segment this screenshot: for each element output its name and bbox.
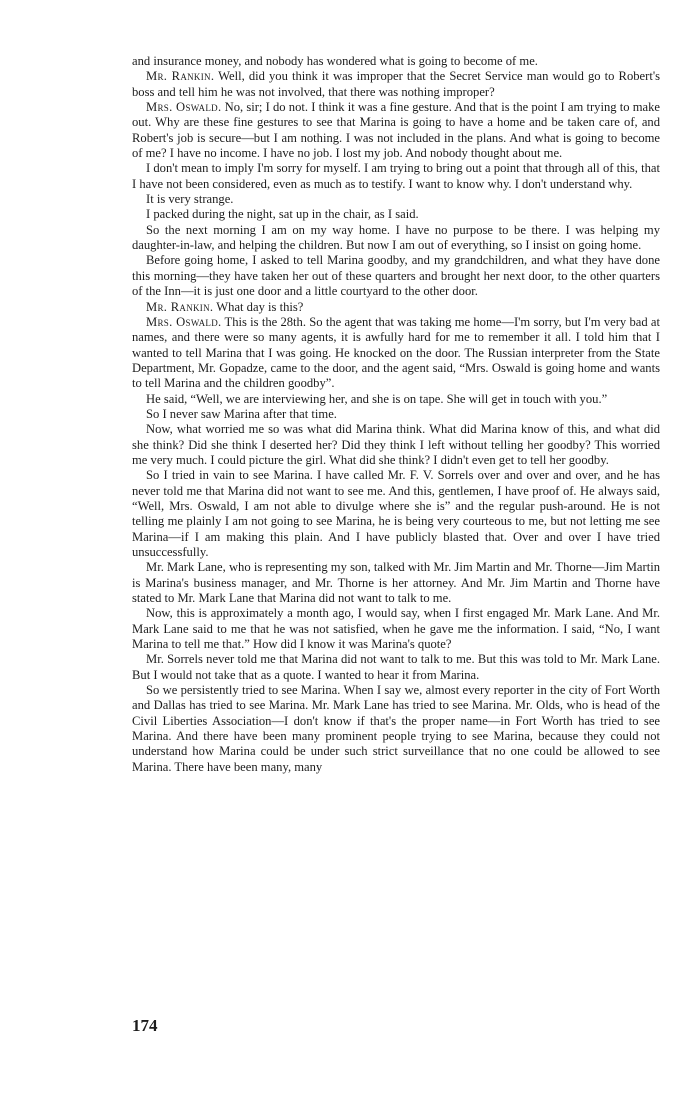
paragraph: Mrs. Oswald. No, sir; I do not. I think it was a fine gesture. And that is the point I am trying to make out. Why are these fine gestures to see that Marina is going to have a home and be taken care of, and Robert's job is secure—but I am nothing. I was not included in the plans. And what is going to become of me? I have no income. I have no job. I lost my job. And nobody thought about me. — [132, 100, 660, 161]
paragraph: So we persistently tried to see Marina. When I say we, almost every reporter in the city of Fort Worth and Dallas has tried to see Marina. Mr. Mark Lane has tried to see Marina. Mr. Olds, who is head of the Civil Liberties Association—I don't know if that's the proper name—in Fort Worth has tried to see Marina. And there have been many prominent people trying to see Marina, because they could not understand how Marina could be under such strict surveillance that no one could be allowed to see Marina. There have been many, many — [132, 683, 660, 774]
paragraph: I packed during the night, sat up in the chair, as I said. — [146, 207, 419, 222]
paragraph: Mr. Sorrels never told me that Marina did not want to talk to me. But this was told to Mr. Mark Lane. But I would not take that as a quote. I wanted to hear it from Marina. — [132, 652, 660, 682]
paragraph: and insurance money, and nobody has wondered what is going to become of me. — [132, 54, 538, 68]
paragraph: Mr. Mark Lane, who is representing my son, talked with Mr. Jim Martin and Mr. Thorne—Jim Martin is Marina's business manager, and Mr. Thorne is her attorney. And Mr. Jim Martin and Thorne have stated to Mr. Mark Lane that Marina did not want to talk to me. — [132, 560, 660, 606]
paragraph: Now, this is approximately a month ago, I would say, when I first engaged Mr. Mark Lane. And Mr. Mark Lane said to me that he was not satisfied, when he gave me the information. I said, “No, I want Marina to tell me that.” How did I know it was Marina's quote? — [132, 606, 660, 652]
speaker-label: Mr. Rankin. — [146, 69, 215, 84]
paragraph: So the next morning I am on my way home. I have no purpose to be there. I was helping my daughter-in-law, and helping the children. But now I am out of everything, so I insist on going home. — [132, 222, 660, 253]
paragraph: Before going home, I asked to tell Marina goodby, and my grandchildren, and what they have done this morning—they have taken her out of these quarters and brought her next door, to the other quarters of the Inn—it is just one door and a little courtyard to the other door. — [132, 253, 660, 299]
paragraph: So I tried in vain to see Marina. I have called Mr. F. V. Sorrels over and over and over, and he has never told me that Marina did not want to see me. And this, gentlemen, I have proof of. He always said, “Well, Mrs. Oswald, I am not able to divulge where she is” and the regular push-around. He is not telling me plainly I am not going to see Marina, he is being very courteous to me, but not letting me see Marina—if I am making this plain. And I have publicly blasted that. Over and over I have tried unsuccessfully. — [132, 468, 660, 559]
page-number: 174 — [132, 1016, 158, 1035]
document-body — [132, 54, 660, 775]
speaker-label: Mr. Rankin. — [146, 299, 214, 314]
paragraph: Mr. Rankin. Well, did you think it was improper that the Secret Service man would go to Robert's boss and tell him he was not involved, that there was nothing improper? — [132, 69, 660, 99]
paragraph: It is very strange. — [146, 192, 234, 207]
paragraph: Now, what worried me so was what did Marina think. What did Marina know of this, and what did she think? Did she think I deserted her? Did they think I left without telling her goodby? This worried me very much. I could picture the girl. What did she think? I didn't even get to tell her goodby. — [132, 422, 660, 467]
paragraph: Mr. Rankin. What day is this? — [146, 299, 304, 314]
paragraph: Mrs. Oswald. This is the 28th. So the agent that was taking me home—I'm sorry, but I'm very bad at names, and there were so many agents, it is awfully hard for me to remember it all. I told him that I wanted to tell Marina that I was going. He knocked on the door. The Russian interpreter from the State Department, Mr. Gopadze, came to the door, and the agent said, “Mrs. Oswald is going home and wants to tell Marina and the children goodby”. — [132, 314, 660, 391]
paragraph: He said, “Well, we are interviewing her, and she is on tape. She will get in touch with you.” — [146, 391, 608, 406]
speaker-label: Mrs. Oswald. — [146, 314, 222, 329]
paragraph: So I never saw Marina after that time. — [146, 406, 337, 421]
paragraph: I don't mean to imply I'm sorry for myself. I am trying to bring out a point that through all of this, that I have not been considered, even as much as to testify. I want to know why. I don't understand why. — [132, 161, 660, 191]
speaker-label: Mrs. Oswald. — [146, 100, 222, 115]
